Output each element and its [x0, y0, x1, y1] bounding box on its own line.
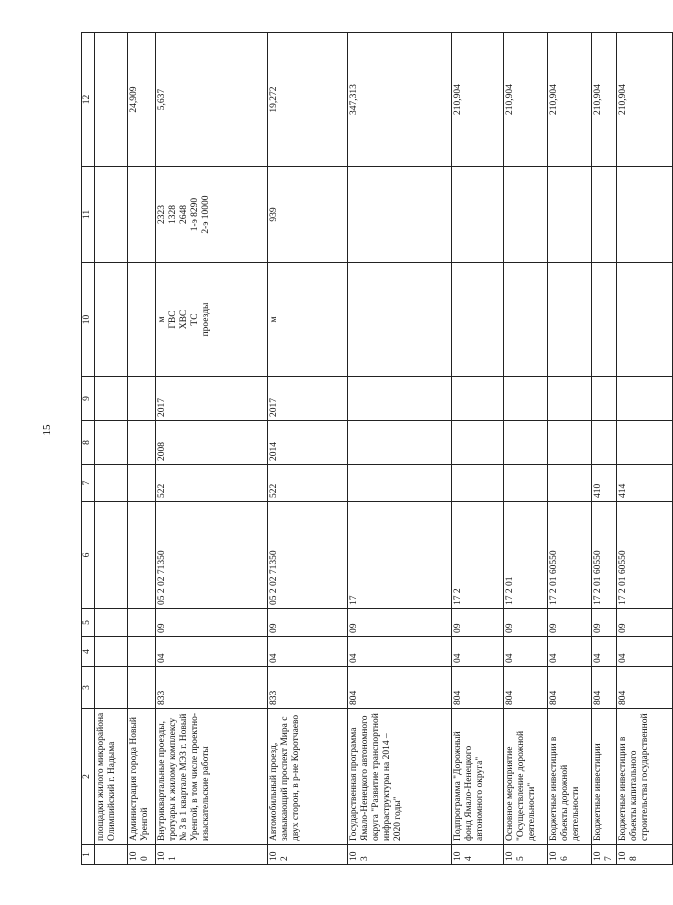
- budget-table-sheet: [81, 33, 650, 865]
- cell-c2: Государственная программа Ямало-Ненецкого автономного округа "Развитие транспортной инфраструктуры на 2014 – 2020 годы": [348, 709, 452, 845]
- cell-c4: 04: [452, 637, 504, 667]
- cell-c7: 522: [156, 465, 268, 502]
- table-body: [82, 33, 673, 865]
- table-row: [592, 33, 617, 865]
- cell-c8: 2014: [268, 421, 348, 465]
- cell-c6: 17: [348, 502, 452, 609]
- column-number: 1: [82, 845, 95, 865]
- cell-c9: [504, 377, 548, 421]
- cell-c4: 04: [616, 637, 672, 667]
- cell-c8: [95, 421, 128, 465]
- cell-c3: [128, 667, 156, 709]
- cell-c10: м ГВС ХВС ТС проезды: [156, 263, 268, 377]
- cell-c11: [95, 167, 128, 263]
- cell-c4: 04: [268, 637, 348, 667]
- column-number: 10: [82, 263, 95, 377]
- cell-c4: 04: [156, 637, 268, 667]
- cell-c6: 17 2: [452, 502, 504, 609]
- column-number: 4: [82, 637, 95, 667]
- cell-c1: 100: [128, 845, 156, 865]
- cell-c9: [616, 377, 672, 421]
- cell-c7: 410: [592, 465, 617, 502]
- cell-c9: 2017: [156, 377, 268, 421]
- cell-c2: Подпрограмма "Дорожный фонд Ямало-Ненецкого автономного округа": [452, 709, 504, 845]
- cell-c3: 833: [156, 667, 268, 709]
- cell-c11: [592, 167, 617, 263]
- cell-c11: [504, 167, 548, 263]
- cell-c1: 104: [452, 845, 504, 865]
- cell-c12: 210,904: [452, 33, 504, 167]
- cell-c1: 107: [592, 845, 617, 865]
- cell-c12: 210,904: [504, 33, 548, 167]
- cell-c3: 804: [548, 667, 592, 709]
- cell-c7: [504, 465, 548, 502]
- cell-c3: 804: [452, 667, 504, 709]
- cell-c1: 103: [348, 845, 452, 865]
- cell-c6: [95, 502, 128, 609]
- cell-c2: Основное мероприятие "Осуществление дорожной деятельности": [504, 709, 548, 845]
- header-row: [82, 33, 95, 865]
- cell-c11: [548, 167, 592, 263]
- cell-c12: 210,904: [548, 33, 592, 167]
- cell-c5: 09: [452, 609, 504, 637]
- cell-c12: 5,637: [156, 33, 268, 167]
- cell-c3: [95, 667, 128, 709]
- table-row: [616, 33, 672, 865]
- cell-c5: [128, 609, 156, 637]
- cell-c9: [592, 377, 617, 421]
- cell-c4: [128, 637, 156, 667]
- column-number: 7: [82, 465, 95, 502]
- cell-c2: Внутриквартальные проезды, тротуары к жилому комплексу № 3 в 1 квартале МЭЗ г. Новый Уренгой, в том числе проектно-изыскательские работы: [156, 709, 268, 845]
- cell-c9: [548, 377, 592, 421]
- cell-c2: Бюджетные инвестиции в объекты капитального строительства государственной: [616, 709, 672, 845]
- column-number: 5: [82, 609, 95, 637]
- cell-c3: 804: [504, 667, 548, 709]
- page-number: 15: [41, 424, 53, 436]
- budget-table: [81, 32, 673, 865]
- cell-c2: площадки жилого микрорайона Олимпийский г. Надыма: [95, 709, 128, 845]
- column-number: 8: [82, 421, 95, 465]
- cell-c5: [95, 609, 128, 637]
- cell-c10: м: [268, 263, 348, 377]
- cell-c2: Бюджетные инвестиции в объекты дорожной деятельности: [548, 709, 592, 845]
- cell-c7: [348, 465, 452, 502]
- cell-c10: [616, 263, 672, 377]
- cell-c11: [348, 167, 452, 263]
- cell-c8: 2008: [156, 421, 268, 465]
- cell-c8: [592, 421, 617, 465]
- cell-c12: 210,904: [592, 33, 617, 167]
- cell-c11: 939: [268, 167, 348, 263]
- cell-c10: [504, 263, 548, 377]
- cell-c9: [128, 377, 156, 421]
- cell-c7: [95, 465, 128, 502]
- cell-c5: 09: [616, 609, 672, 637]
- cell-c10: [592, 263, 617, 377]
- column-number: 6: [82, 502, 95, 609]
- cell-c10: [548, 263, 592, 377]
- cell-c8: [452, 421, 504, 465]
- cell-c10: [95, 263, 128, 377]
- column-number: 9: [82, 377, 95, 421]
- cell-c1: 105: [504, 845, 548, 865]
- table-row: [548, 33, 592, 865]
- cell-c9: [95, 377, 128, 421]
- cell-c5: 09: [548, 609, 592, 637]
- cell-c3: 804: [616, 667, 672, 709]
- cell-c12: 24,909: [128, 33, 156, 167]
- cell-c12: 19,272: [268, 33, 348, 167]
- table-row: [128, 33, 156, 865]
- cell-c6: 05 2 02 71350: [268, 502, 348, 609]
- cell-c7: [548, 465, 592, 502]
- cell-c10: [128, 263, 156, 377]
- table-row: [156, 33, 268, 865]
- cell-c7: [128, 465, 156, 502]
- cell-c8: [348, 421, 452, 465]
- cell-c2: Автомобильный проезд, замыкающий проспект Мира с двух сторон, в р-не Коротчаево: [268, 709, 348, 845]
- cell-c6: 17 2 01: [504, 502, 548, 609]
- cell-c11: [616, 167, 672, 263]
- cell-c5: 09: [592, 609, 617, 637]
- cell-c6: 17 2 01 60550: [616, 502, 672, 609]
- cell-c1: 101: [156, 845, 268, 865]
- cell-c12: 210,904: [616, 33, 672, 167]
- cell-c1: 102: [268, 845, 348, 865]
- cell-c6: 17 2 01 60550: [548, 502, 592, 609]
- table-row: [452, 33, 504, 865]
- cell-c1: [95, 845, 128, 865]
- column-number: 3: [82, 667, 95, 709]
- cell-c4: 04: [592, 637, 617, 667]
- cell-c4: 04: [348, 637, 452, 667]
- cell-c7: [452, 465, 504, 502]
- cell-c8: [504, 421, 548, 465]
- cell-c2: Бюджетные инвестиции: [592, 709, 617, 845]
- cell-c12: 347,313: [348, 33, 452, 167]
- column-number: 11: [82, 167, 95, 263]
- column-number: 2: [82, 709, 95, 845]
- cell-c8: [128, 421, 156, 465]
- cell-c6: [128, 502, 156, 609]
- cell-c9: 2017: [268, 377, 348, 421]
- cell-c4: [95, 637, 128, 667]
- cell-c10: [452, 263, 504, 377]
- cell-c3: 833: [268, 667, 348, 709]
- cell-c2: Администрация города Новый Уренгой: [128, 709, 156, 845]
- cell-c8: [548, 421, 592, 465]
- cell-c3: 804: [348, 667, 452, 709]
- cell-c3: 804: [592, 667, 617, 709]
- cell-c1: 106: [548, 845, 592, 865]
- column-number: 12: [82, 33, 95, 167]
- cell-c5: 09: [504, 609, 548, 637]
- cell-c10: [348, 263, 452, 377]
- cell-c12: [95, 33, 128, 167]
- cell-c9: [452, 377, 504, 421]
- cell-c9: [348, 377, 452, 421]
- table-row: [95, 33, 128, 865]
- cell-c4: 04: [548, 637, 592, 667]
- cell-c5: 09: [268, 609, 348, 637]
- cell-c11: 2323 1328 2648 1-э 8290 2-э 10000: [156, 167, 268, 263]
- cell-c7: 522: [268, 465, 348, 502]
- cell-c11: [452, 167, 504, 263]
- cell-c8: [616, 421, 672, 465]
- cell-c11: [128, 167, 156, 263]
- cell-c5: 09: [156, 609, 268, 637]
- table-row: [348, 33, 452, 865]
- cell-c1: 108: [616, 845, 672, 865]
- cell-c5: 09: [348, 609, 452, 637]
- table-row: [268, 33, 348, 865]
- cell-c6: 17 2 01 60550: [592, 502, 617, 609]
- cell-c4: 04: [504, 637, 548, 667]
- cell-c7: 414: [616, 465, 672, 502]
- table-row: [504, 33, 548, 865]
- cell-c6: 05 2 02 71350: [156, 502, 268, 609]
